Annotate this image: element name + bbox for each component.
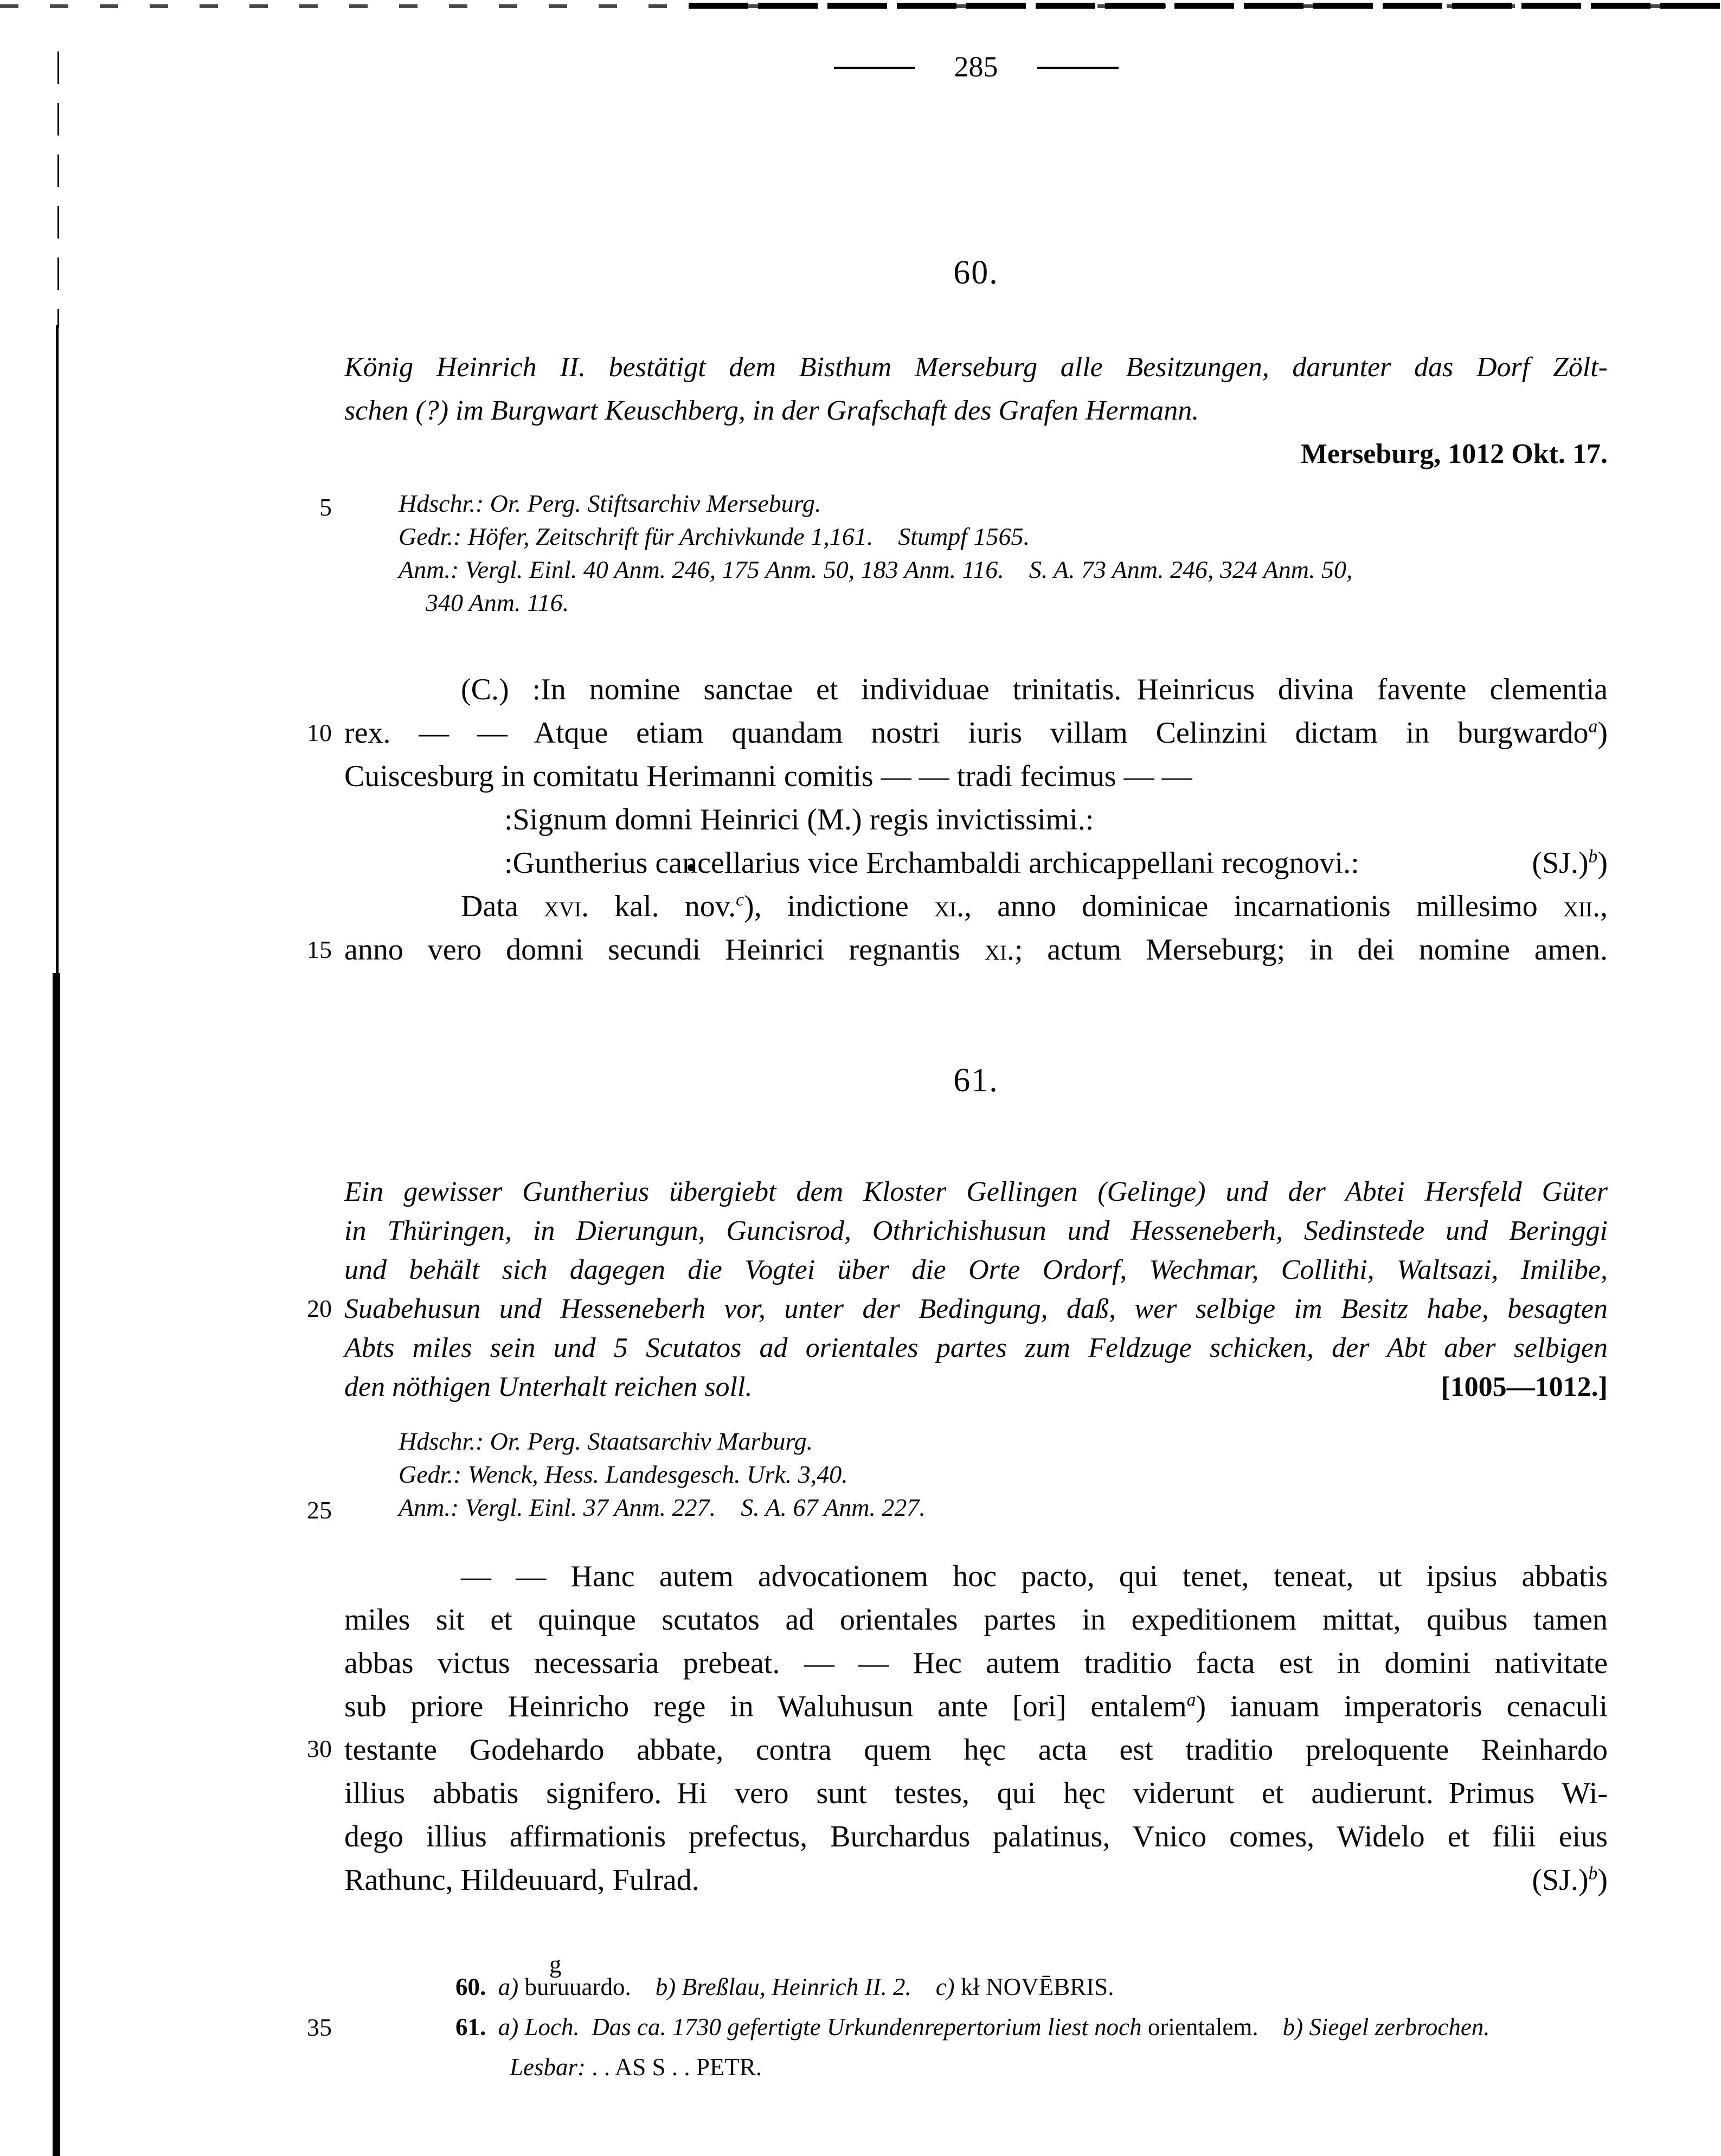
document-61-number: 61. bbox=[953, 1062, 999, 1099]
charter-text-line: illius abbatis signifero. Hi vero sunt testes, qui hęc viderunt et audierunt. Primus Wi- bbox=[344, 1777, 1608, 1810]
footnote-61: 61. a) Loch. Das ca. 1730 gefertigte Urkundenrepertorium liest noch orientalem. b) Siegel zerbrochen. bbox=[455, 2013, 1490, 2041]
margin-line-number-30: 30 bbox=[307, 1735, 332, 1762]
printed-edition-line: Gedr.: Höfer, Zeitschrift für Archivkunde 1,161. Stumpf 1565. bbox=[399, 523, 1030, 550]
margin-line-number-15: 15 bbox=[307, 936, 332, 963]
charter-text-line: testante Godehardo abbate, contra quem hęc acta est traditio preloquente Reinhardo bbox=[344, 1733, 1608, 1767]
margin-line-number-10: 10 bbox=[307, 719, 332, 746]
page-header bbox=[344, 50, 1608, 83]
charter-text-line: rex. — — Atque etiam quandam nostri iuris villam Celinzini dictam in burgwardo$^a$) bbox=[344, 716, 1608, 750]
summary-line-with-daterange: den nöthigen Unterhalt reichen soll. [1005—1012.] bbox=[344, 1372, 1608, 1402]
margin-line-number-5: 5 bbox=[319, 493, 332, 521]
annotation-reference-continuation: 340 Anm. 116. bbox=[426, 589, 569, 616]
scan-artifact-gutter-line-thick bbox=[53, 973, 60, 2156]
signum-line: :Signum domni Heinrici (M.) regis invictissimi.: bbox=[504, 803, 1094, 836]
document-60-number: 60. bbox=[953, 254, 999, 291]
manuscript-source-line: Hdschr.: Or. Perg. Staatsarchiv Marburg. bbox=[399, 1427, 813, 1455]
footnote-60: 60. a) buruuardog. b) Breßlau, Heinrich II. 2. c) kł NOVĒBRIS. bbox=[455, 1951, 1114, 2000]
scan-artifact-top-edge-dark bbox=[689, 3, 1721, 9]
charter-text-line: miles sit et quinque scutatos ad orientales partes in expeditionem mittat, quibus tamen bbox=[344, 1603, 1608, 1637]
document-60-summary bbox=[344, 346, 1608, 476]
document-60-charter-text bbox=[344, 668, 1608, 971]
margin-line-number-20: 20 bbox=[307, 1295, 332, 1322]
scan-artifact-gutter-line-thin bbox=[57, 52, 59, 328]
recognition-line: :Guntherius cancellarius vice Erchambaldi archicappellani recognovi.: $(SJ.)^b$) bbox=[504, 846, 1608, 880]
footnotes-block bbox=[455, 1951, 1608, 2087]
charter-text-line: abbas victus necessaria prebeat. — — Hec autem traditio facta est in domini nativitate bbox=[344, 1646, 1608, 1680]
document-60-dateline: Merseburg, 1012 Okt. 17. bbox=[1300, 439, 1608, 469]
manuscript-source-line: Hdschr.: Or. Perg. Stiftsarchiv Merseburg. bbox=[399, 490, 821, 517]
printed-edition-line: Gedr.: Wenck, Hess. Landesgesch. Urk. 3,40. bbox=[399, 1460, 848, 1488]
summary-line: schen (?) im Burgwart Keuschberg, in der Grafschaft des Grafen Hermann. bbox=[344, 395, 1199, 426]
summary-line: in Thüringen, in Dierungun, Guncisrod, Othrichishusun und Hesseneberh, Sedinstede und Beringgi bbox=[344, 1215, 1608, 1246]
charter-text-line: (C.) :In nomine sanctae et individuae trinitatis. Heinricus divina favente clementia bbox=[461, 673, 1608, 706]
charter-text-line: dego illius affirmationis prefectus, Burchardus palatinus, Vnico comes, Widelo et filii eius bbox=[344, 1820, 1608, 1853]
summary-line: und behält sich dagegen die Vogtei über die Orte Ordorf, Wechmar, Collithi, Waltsazi, Imilibe, bbox=[344, 1254, 1608, 1285]
document-60-references bbox=[399, 487, 1608, 619]
document-61-summary bbox=[344, 1173, 1608, 1407]
document-61-references bbox=[399, 1425, 1608, 1524]
summary-line: König Heinrich II. bestätigt dem Bisthum Merseburg alle Besitzungen, darunter das Dorf Zölt- bbox=[344, 352, 1608, 383]
header-rule-right bbox=[1037, 67, 1119, 69]
summary-line: Suabehusun und Hesseneberh vor, unter der Bedingung, daß, wer selbige im Besitz habe, besagten bbox=[344, 1293, 1608, 1324]
annotation-reference-line: Anm.: Vergl. Einl. 37 Anm. 227. S. A. 67 Anm. 227. bbox=[399, 1494, 926, 1521]
charter-text-line: — — Hanc autem advocationem hoc pacto, qui tenet, teneat, ut ipsius abbatis bbox=[461, 1560, 1608, 1593]
page-number: 285 bbox=[954, 50, 998, 83]
summary-line: Abts miles sein und 5 Scutatos ad orientales partes zum Feldzuge schicken, der Abt aber selbigen bbox=[344, 1333, 1608, 1363]
witness-list-final-line: Rathunc, Hildeuuard, Fulrad. $(SJ.)^b$) bbox=[344, 1863, 1608, 1897]
summary-line: Ein gewisser Guntherius übergiebt dem Kloster Gellingen (Gelinge) und der Abtei Hersfeld Güter bbox=[344, 1176, 1608, 1207]
footnote-61-continuation: Lesbar: . . AS S . . PETR. bbox=[510, 2054, 762, 2081]
datum-line-continuation: anno vero domni secundi Heinrici regnantis xi.; actum Merseburg; in dei nomine amen. bbox=[344, 933, 1608, 967]
document-61-charter-text bbox=[344, 1555, 1608, 1902]
margin-line-number-25: 25 bbox=[307, 1496, 332, 1524]
charter-text-line: sub priore Heinricho rege in Waluhusun ante [ori] entalem$^a$) ianuam imperatoris cenaculi bbox=[344, 1690, 1608, 1723]
scan-artifact-gutter-line-mid bbox=[56, 325, 59, 976]
annotation-reference-line: Anm.: Vergl. Einl. 40 Anm. 246, 175 Anm. 50, 183 Anm. 116. S. A. 73 Anm. 246, 324 Anm. 50, bbox=[399, 556, 1353, 583]
datum-line: Data xvi. kal. nov.$^c$), indictione xi., anno dominicae incarnationis millesimo xii., bbox=[461, 890, 1608, 923]
charter-text-line: Cuiscesburg in comitatu Herimanni comitis — — tradi fecimus — — bbox=[344, 760, 1192, 793]
header-rule-left bbox=[834, 67, 915, 69]
margin-line-number-35: 35 bbox=[307, 2013, 332, 2041]
